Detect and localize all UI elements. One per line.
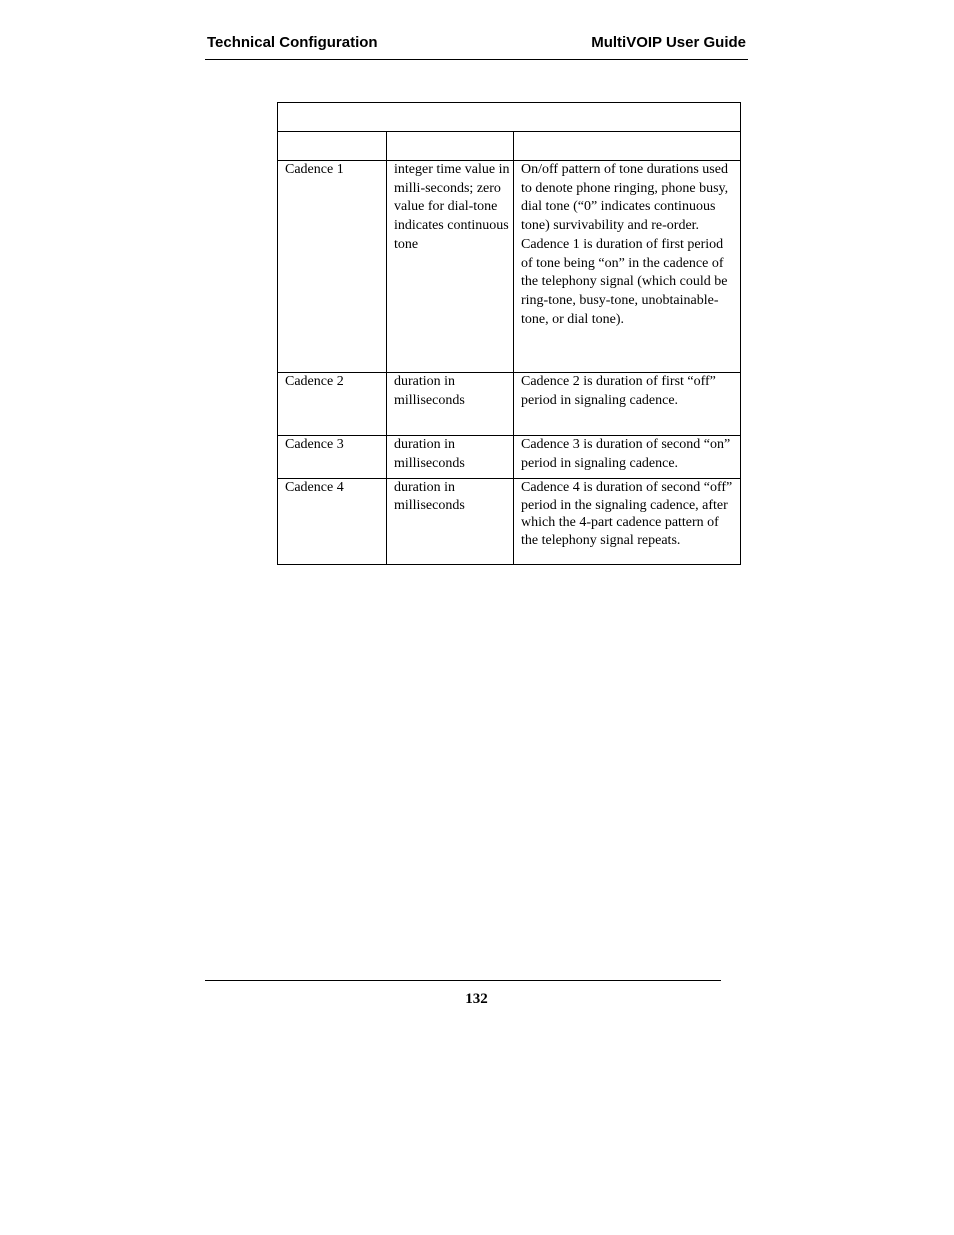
field-values-cell: duration in milliseconds bbox=[387, 373, 514, 436]
field-name-cell: Cadence 1 bbox=[278, 161, 387, 373]
field-name-cell: Cadence 2 bbox=[278, 373, 387, 436]
table-row bbox=[278, 373, 741, 436]
table-row bbox=[278, 161, 741, 373]
field-values-cell: duration in milliseconds bbox=[387, 479, 514, 565]
field-description-cell: Cadence 4 is duration of second “off” period in the signaling cadence, after which the 4-part cadence pattern of the telephony signal repeats. bbox=[514, 479, 741, 565]
header-cell-name bbox=[278, 132, 387, 161]
field-description-cell: Cadence 3 is duration of second “on” period in signaling cadence. bbox=[514, 436, 741, 479]
cadence-parameters-table bbox=[277, 102, 741, 565]
field-name-cell: Cadence 4 bbox=[278, 479, 387, 565]
table-title-cell bbox=[278, 103, 741, 132]
page-number: 132 bbox=[465, 991, 488, 1007]
field-description-cell: Cadence 2 is duration of first “off” period in signaling cadence. bbox=[514, 373, 741, 436]
field-name-cell: Cadence 3 bbox=[278, 436, 387, 479]
page-header bbox=[205, 32, 748, 60]
table-row bbox=[278, 436, 741, 479]
section-title: Technical Configuration bbox=[207, 34, 378, 51]
table-header-row bbox=[278, 132, 741, 161]
header-cell-description bbox=[514, 132, 741, 161]
field-values-cell: duration in milliseconds bbox=[387, 436, 514, 479]
field-values-cell: integer time value in milli-seconds; zero value for dial-tone indicates continuous tone bbox=[387, 161, 514, 373]
footer-divider bbox=[205, 980, 721, 981]
table-row bbox=[278, 479, 741, 565]
header-cell-values bbox=[387, 132, 514, 161]
table-title-row bbox=[278, 103, 741, 132]
document-title: MultiVOIP User Guide bbox=[591, 34, 746, 51]
field-description-cell: On/off pattern of tone durations used to denote phone ringing, phone busy, dial tone (“0” indicates continuous tone) survivability and re-order. Cadence 1 is duration of first period of tone being “on” in the cadence of the telephony signal (which could be ring-tone, busy-tone, unobtainable-tone, or dial tone). bbox=[514, 161, 741, 373]
